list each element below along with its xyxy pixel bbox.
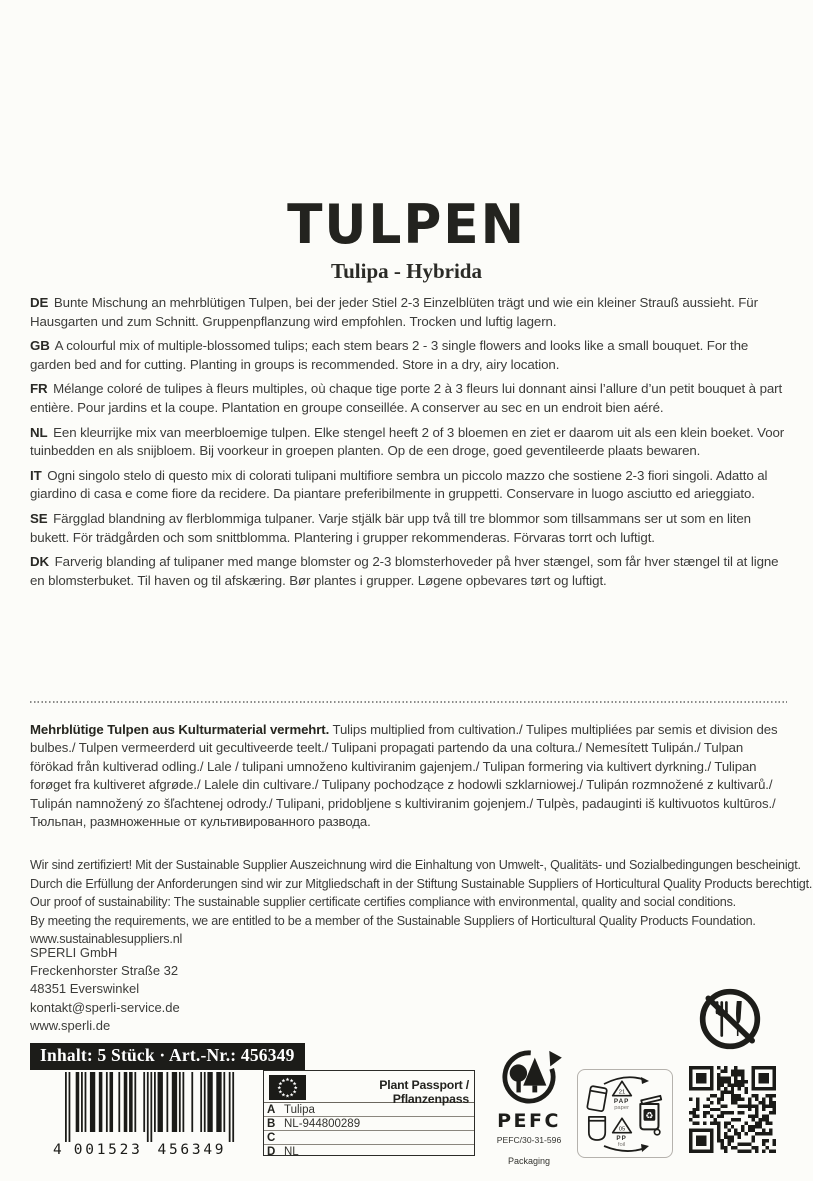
description-dk (30, 553, 787, 590)
lang-code: IT (30, 467, 42, 483)
prohibition-slash (708, 998, 752, 1040)
propagation-note (30, 721, 787, 831)
passport-row-d (264, 1144, 474, 1158)
description-se (30, 510, 787, 547)
pefc-packaging-label: Packaging (507, 1156, 551, 1166)
pefc-name: PEFC (497, 1110, 561, 1132)
company-address (30, 944, 180, 1035)
desc-text: Een kleurrijke mix van meerbloemige tulpen. Elke stengel heeft 2 of 3 bloemen en ziet er daarom uit als een klein boeket. Voor tuinbedden en als snijbloem. Bij voorkeur in groepen planten. Op de een droge, goed geventileerde plaats bewaren. (30, 424, 785, 459)
company-name: SPERLI GmbH (30, 945, 118, 960)
material-code: PP (616, 1134, 627, 1142)
passport-key: B (267, 1117, 276, 1130)
pefc-code: PEFC/30-31-596 (496, 1135, 562, 1145)
address-city: 48351 Everswinkel (30, 981, 140, 997)
sustain-line: Wir sind zertifiziert! Mit der Sustainable Supplier Auszeichnung wird die Einhaltung von Umwelt-, Qualitäts- und Sozialbedingungen bescheinigt. (30, 858, 801, 872)
recycling-bin-icon (634, 1090, 665, 1138)
desc-text: Färgglad blandning av flerblommiga tulpaner. Varje stjälk bär upp två till tre blommor som tillsammans ser ut som en liten bukett. För trädgården och som snittblomma. Plantering i grupper rekommenderas. Förvaras torrt och luftigt. (30, 510, 751, 545)
svg-text:456349: 456349 (157, 1142, 224, 1158)
sustainability-note (30, 856, 813, 949)
passport-row-c (264, 1130, 474, 1144)
lang-code: DE (30, 295, 49, 310)
passport-value: Tulipa (284, 1103, 315, 1116)
propagation-lead: Mehrblütige Tulpen aus Kulturmaterial vermehrt. (30, 722, 330, 737)
pefc-certification (490, 1048, 568, 1166)
material-label: foil (617, 1141, 626, 1148)
lang-code: GB (30, 338, 50, 354)
desc-text: Farverig blanding af tulipaner med mange blomster og 2-3 blomsterhoveder på hver stængel, som får hver stængel til at ligne en blomsterbuket. Til haven og til afskæring. Bør plantes i grupper. Løgene opbevares tørt og luftigt. (30, 554, 779, 588)
lang-code: SE (30, 510, 48, 526)
plant-passport-header (264, 1071, 474, 1106)
desc-text: A colourful mix of multiple-blossomed tulips; each stem bears 2 - 3 single flowers and looks like a small bouquet. For the garden bed and for cutting. Planting in groups is recommended. Store in a dry, airy location. (30, 338, 749, 372)
pefc-arrowhead (549, 1051, 562, 1066)
recycling-codes (609, 1079, 634, 1148)
description-de (30, 294, 787, 331)
address-website: www.sperli.de (30, 1017, 111, 1033)
ean-13-barcode (50, 1070, 237, 1160)
desc-text: Bunte Mischung an mehrblütigen Tulpen, bei der jeder Stiel 2-3 Einzelblüten trägt und wie ein kleiner Strauß aussieht. Für Hausgarten und zum Schnitt. Gruppenpflanzung wird empfohlen. Trocken und luftig lagern. (30, 295, 758, 329)
pefc-logo-icon (493, 1048, 565, 1104)
content-artnr-bar: Inhalt: 5 Stück · Art.-Nr.: 456349 (30, 1043, 305, 1070)
lang-code: NL (30, 424, 48, 440)
description-it (30, 467, 787, 504)
description-gb (30, 337, 787, 374)
passport-value: NL (284, 1145, 299, 1158)
recycle-triangle-pp (611, 1116, 633, 1135)
description-fr (30, 380, 787, 417)
address-email: kontakt@sperli-service.de (30, 999, 180, 1015)
passport-value: NL-944800289 (284, 1117, 361, 1130)
recycling-info-box (577, 1069, 673, 1158)
recycle-code: 21 (618, 1089, 625, 1096)
recycle-arrow-top (601, 1073, 651, 1086)
desc-text: Ogni singolo stelo di questo mix di colorati tulipani multifiore sembra un piccolo mazzo che sostiene 2-3 fiori singoli. Adatto al giardino di casa e come fiore da recidere. Da piantare preferibilmente in gruppetti. Conservare in luogo asciutto ed arieggiato. (30, 467, 768, 502)
svg-text:4: 4 (53, 1142, 62, 1158)
not-for-consumption-icon (697, 986, 763, 1052)
material-label: paper (614, 1105, 630, 1111)
desc-text: Mélange coloré de tulipes à fleurs multiples, où chaque tige porte 2 à 3 fleurs lui donnant ainsi l’allure d’un petit bouquet à part entière. Pour jardins et la coupe. Plantation en groupe conseillée. A conserver au sec en un endroit bien aéré. (30, 381, 783, 415)
packaging-icons (585, 1083, 609, 1145)
passport-key: A (267, 1103, 276, 1116)
sustain-line: By meeting the requirements, we are entitled to be a member of the Sustainable Suppliers of Horticultural Quality Products Foundation. (30, 913, 756, 928)
address-street: Freckenhorster Straße 32 (30, 963, 179, 979)
passport-key: D (267, 1145, 276, 1158)
botanical-name: Tulipa - Hybrida (331, 259, 482, 283)
sustain-url: www.sustainablesuppliers.nl (30, 932, 183, 947)
passport-row-b (264, 1116, 474, 1130)
lang-code: FR (30, 381, 48, 397)
plant-passport-box (263, 1070, 475, 1156)
eu-flag-icon (269, 1075, 306, 1100)
material-code: PAP (613, 1098, 630, 1105)
svg-text:001523: 001523 (73, 1142, 140, 1158)
lang-code: DK (30, 554, 50, 570)
recycle-code: 05 (618, 1126, 625, 1133)
plant-passport-title: Plant Passport / Pflanzenpass (379, 1078, 469, 1106)
pefc-conical-tree-trunk (532, 1086, 537, 1093)
recycle-arrow-bottom (601, 1142, 651, 1155)
sustain-line: Our proof of sustainability: The sustainable supplier certificate certifies compliance with environmental, quality and social conditions. (30, 895, 736, 910)
description-nl (30, 424, 787, 461)
pefc-round-tree-trunk (516, 1079, 520, 1093)
recycle-symbol: ♻ (645, 1110, 654, 1121)
passport-key: C (267, 1131, 276, 1144)
sustain-line: Durch die Erfüllung der Anforderungen sind wir zur Mitgliedschaft in der Stiftung Sustainable Suppliers of Horticultural Quality Products berechtigt. (30, 876, 813, 891)
qr-code-icon (689, 1066, 776, 1153)
language-descriptions (30, 294, 787, 596)
page-title: TULPEN (287, 193, 526, 256)
eu-stars (269, 1075, 306, 1100)
propagation-text: Tulips multiplied from cultivation./ Tulipes multipliées par semis et division des bulbes./ Tulpen vermeerderd uit gecultiveerde teelt./ Tulipani propagati partendo da una coltura./ Nemesített Tulipán./ Tulpan förökad från kultiverad odling./ Lale / tulipani umnoženo kultiviranim gajenjem./ Tulipan formering via kultivert dyrkning./ Tulipan forøget fra kultiveret afgrøde./ Lalele din cultivare./ Tulipany pochodzące z hodowli szklarniowej./ Tulipán rozmnožené z kultivarů./ Tulipán namnožený zo šľachtenej odrody./ Tulipani, pridobljene s kultiviranim gojenjem./ Tulpès, padauginti iš kultivuotos kultūros./ Тюльпан, размноженные от культивированного развода. (30, 722, 778, 830)
dotted-divider (30, 701, 787, 703)
